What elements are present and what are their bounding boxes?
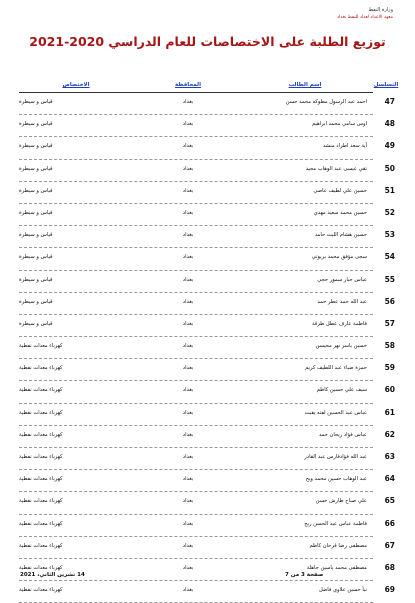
row-serial: 55 [384,274,395,284]
table-row [19,182,395,204]
table-body [19,93,395,603]
row-serial: 49 [384,141,395,151]
row-specialization: كهرباء معدات نفطية [19,365,63,372]
row-governorate: بغداد [182,409,194,416]
table-row [19,204,395,226]
row-governorate: بغداد [182,298,194,305]
row-serial: 59 [384,363,395,373]
row-student-name: حسين محمد سعيد مهدي [313,209,367,216]
row-student-name: آية سعد اطراد منشد [322,143,367,150]
row-student-name: سجى مؤفق محمد بريوتي [311,254,367,261]
table-row [19,337,395,359]
row-specialization: قياس و سيطرة [19,165,53,172]
row-serial: 51 [384,185,395,195]
row-student-name: مصطفى رضا قرحان كاظم [309,542,367,549]
row-governorate: بغداد [182,476,194,483]
row-student-name: فاطمة عارف عطل طرقة [311,320,367,327]
row-specialization: قياس و سيطرة [19,99,53,105]
row-specialization: قياس و سيطرة [19,121,53,128]
row-governorate: بغداد [182,320,194,327]
institute-name: معهد الاعداد لعداد للنفط بغداد [337,15,393,20]
row-specialization: كهرباء معدات نفطية [19,498,63,505]
row-governorate: بغداد [182,520,194,527]
table-row [19,404,395,426]
row-serial: 61 [384,407,395,417]
table-row [19,381,395,403]
row-specialization: قياس و سيطرة [19,254,53,261]
row-serial: 56 [384,296,395,306]
row-serial: 66 [384,518,395,528]
row-student-name: عبد الله حمد عطر حمد [317,298,367,305]
row-governorate: بغداد [182,187,194,194]
row-governorate: بغداد [182,431,194,438]
row-student-name: تقي عيسى عبد الوهاب مجيد [305,165,367,172]
row-governorate: بغداد [182,454,194,460]
row-student-name: اوس سامي محمد ابراهيم [311,121,367,128]
row-specialization: كهرباء معدات نفطية [19,587,63,594]
row-serial: 48 [384,119,395,129]
row-specialization: قياس و سيطرة [19,143,53,150]
table-row [19,93,395,115]
row-specialization: كهرباء معدات نفطية [19,387,63,394]
page-number: صفحة 3 من 7 [285,572,324,578]
header-specialization: الاختصاص [62,82,90,88]
table-row [19,359,395,381]
row-serial: 58 [384,341,395,351]
row-governorate: بغداد [182,165,194,172]
row-specialization: قياس و سيطرة [19,276,53,283]
row-student-name: عباس فؤاد ريحان حمد [318,431,367,438]
row-specialization: قياس و سيطرة [19,209,53,216]
row-student-name: حمزة ضياء عبد اللطيف كريم [305,365,367,372]
row-governorate: بغداد [182,564,194,571]
print-date: 14 تشرين الثاني، 2021 [20,572,85,578]
row-student-name: سيف علي حسين كاظم [316,387,367,394]
row-governorate: بغداد [182,209,194,216]
row-student-name: عباس جبار سمور حجي [317,276,367,283]
header-serial: التسلسل [373,82,399,88]
row-serial: 54 [384,252,395,262]
ministry-header [337,6,393,22]
row-student-name: فاطمة عباس عبد الحسن ربح [304,520,367,527]
table-row [19,315,395,337]
row-serial: 68 [384,562,395,572]
ministry-name: وزارة النفط [368,7,393,13]
row-specialization: كهرباء معدات نفطية [19,431,63,438]
row-serial: 60 [384,385,395,395]
row-serial: 65 [384,496,395,506]
table-row [19,293,395,315]
row-student-name: مصطفى محمد ياسين جاهلة [306,564,367,571]
row-student-name: نبأ حسين علاوي فاضل [318,587,367,594]
row-specialization: قياس و سيطرة [19,298,53,305]
row-serial: 53 [384,230,395,240]
row-governorate: بغداد [182,254,194,261]
row-serial: 69 [384,585,395,595]
table-row [19,271,395,293]
row-serial: 62 [384,429,395,439]
row-governorate: بغداد [182,365,194,372]
table-row [19,448,395,470]
row-student-name: حسين هشام الليث حامد [314,232,367,239]
row-specialization: كهرباء معدات نفطية [19,476,63,483]
row-student-name: عباس عبد الحسين لفته يقيت [304,409,367,416]
table-row [19,248,395,270]
row-governorate: بغداد [182,387,194,394]
table-row [19,426,395,448]
row-student-name: عبد الوهاب حسين محمد ويح [305,476,367,483]
row-specialization: كهرباء معدات نفطية [19,520,63,527]
row-specialization: كهرباء معدات نفطية [19,564,63,571]
header-name: اسم الطالب [288,82,322,88]
row-serial: 52 [384,207,395,217]
table-row [19,515,395,537]
row-governorate: بغداد [182,99,194,105]
row-governorate: بغداد [182,276,194,283]
row-governorate: بغداد [182,121,194,128]
row-serial: 67 [384,540,395,550]
row-specialization: كهرباء معدات نفطية [19,454,63,460]
students-table [19,82,399,603]
table-row [19,115,395,137]
row-student-name: حسين ياسر نهر محيسن [315,343,367,350]
table-row [19,492,395,514]
row-governorate: بغداد [182,143,194,150]
row-specialization: قياس و سيطرة [19,187,53,194]
table-row [19,470,395,492]
table-row [19,226,395,248]
row-governorate: بغداد [182,587,194,594]
row-serial: 64 [384,474,395,484]
header-governorate: المحافظة [175,82,201,88]
table-row [19,581,395,603]
document-title: توزيع الطلبة على الاختصاصات للعام الدراسي 2020-2021 [29,34,386,49]
row-serial: 63 [384,452,395,461]
row-specialization: كهرباء معدات نفطية [19,542,63,549]
table-row [19,160,395,182]
row-governorate: بغداد [182,232,194,239]
row-specialization: كهرباء معدات نفطية [19,343,63,350]
row-serial: 47 [384,97,395,106]
row-specialization: كهرباء معدات نفطية [19,409,63,416]
row-specialization: قياس و سيطرة [19,232,53,239]
row-governorate: بغداد [182,498,194,505]
table-header [19,82,399,93]
table-row [19,537,395,559]
row-specialization: قياس و سيطرة [19,320,53,327]
row-governorate: بغداد [182,343,194,350]
row-student-name: حسين علي لطيف عاصي [313,187,367,194]
row-serial: 50 [384,163,395,173]
row-serial: 57 [384,318,395,328]
row-student-name: احمد عبد الرسول مطوكه محمد حسن [285,99,367,105]
table-row [19,137,395,159]
row-governorate: بغداد [182,542,194,549]
row-student-name: عبد الله فؤادفارس عبد القادر [304,454,367,460]
row-student-name: علي صباح طارش حسن [315,498,367,505]
